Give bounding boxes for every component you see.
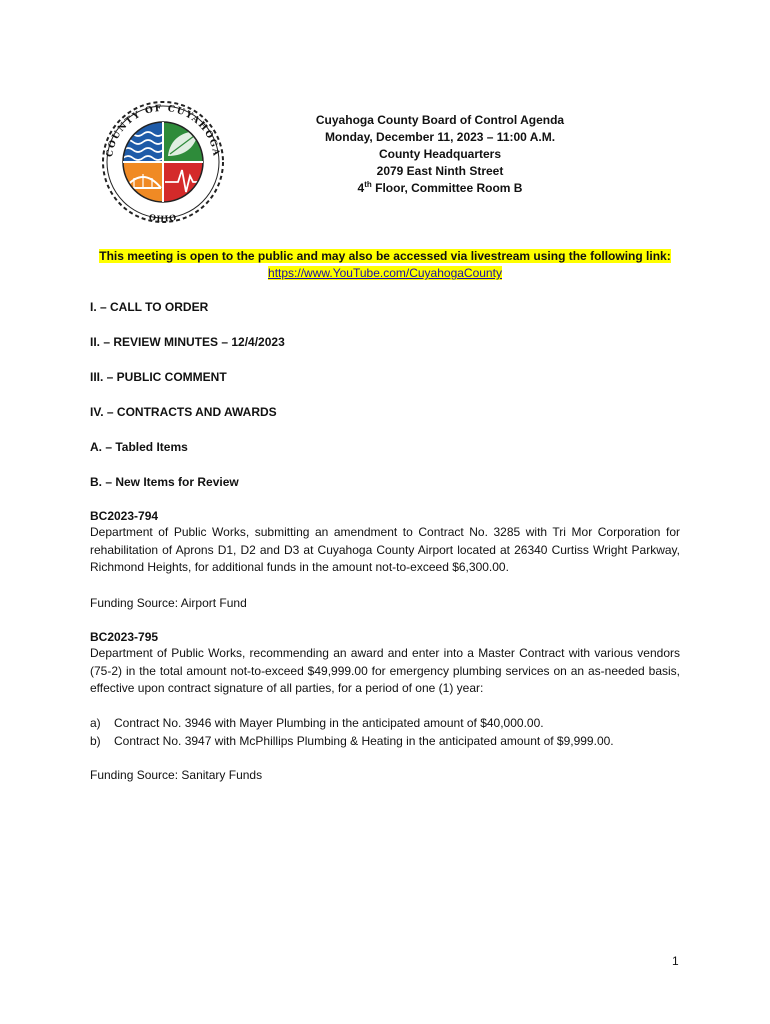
list-item xyxy=(90,715,544,733)
item-description: Department of Public Works, submitting an amendment to Contract No. 3285 with Tri Mor Corporation for rehabilitation of Aprons D1, D2 and D3 at Cuyahoga County Airport located at 26340 Curtiss Wright Parkway, Richmond Heights, for additional funds in the amount not-to-exceed $6,300.00. xyxy=(90,525,680,574)
section-contracts-awards: IV. – CONTRACTS AND AWARDS xyxy=(90,405,277,419)
funding-source: Funding Source: Sanitary Funds xyxy=(90,768,263,782)
funding-source: Funding Source: Airport Fund xyxy=(90,596,247,610)
list-item-text: Contract No. 3946 with Mayer Plumbing in the anticipated amount of $40,000.00. xyxy=(114,716,544,730)
meeting-venue: County Headquarters xyxy=(378,147,502,161)
svg-text:OHIO: OHIO xyxy=(148,211,178,224)
meeting-address: 2079 East Ninth Street xyxy=(376,164,504,178)
county-seal-logo xyxy=(98,96,228,230)
meeting-date-time: Monday, December 11, 2023 – 11:00 A.M. xyxy=(324,130,556,144)
subsection-tabled-items: A. – Tabled Items xyxy=(90,440,188,454)
agenda-header xyxy=(240,112,640,197)
meeting-room: 4th Floor, Committee Room B xyxy=(357,180,523,195)
livestream-notice-text: This meeting is open to the public and may also be accessed via livestream using the following link: xyxy=(99,249,671,263)
section-call-to-order: I. – CALL TO ORDER xyxy=(90,300,209,314)
livestream-link[interactable]: https://www.YouTube.com/CuyahogaCounty xyxy=(268,266,502,280)
list-marker: b) xyxy=(90,734,101,748)
list-item xyxy=(90,733,614,751)
item-id: BC2023-795 xyxy=(90,630,159,644)
list-marker: a) xyxy=(90,716,101,730)
item-description: Department of Public Works, recommending an award and enter into a Master Contract with various vendors (75-2) in the total amount not-to-exceed $49,999.00 for emergency plumbing services on an as-needed basis, effective upon contract signature of all parties, for a period of one (1) year: xyxy=(90,646,680,695)
section-review-minutes: II. – REVIEW MINUTES – 12/4/2023 xyxy=(90,335,285,349)
section-public-comment: III. – PUBLIC COMMENT xyxy=(90,370,227,384)
svg-text:COUNTY OF CUYAHOGA: COUNTY OF CUYAHOGA xyxy=(105,103,221,158)
page-number: 1 xyxy=(672,954,679,968)
list-item-text: Contract No. 3947 with McPhillips Plumbing & Heating in the anticipated amount of $9,999.00. xyxy=(114,734,614,748)
agenda-title: Cuyahoga County Board of Control Agenda xyxy=(315,113,565,127)
subsection-new-items: B. – New Items for Review xyxy=(90,475,239,489)
item-id: BC2023-794 xyxy=(90,509,159,523)
livestream-notice xyxy=(60,248,710,282)
